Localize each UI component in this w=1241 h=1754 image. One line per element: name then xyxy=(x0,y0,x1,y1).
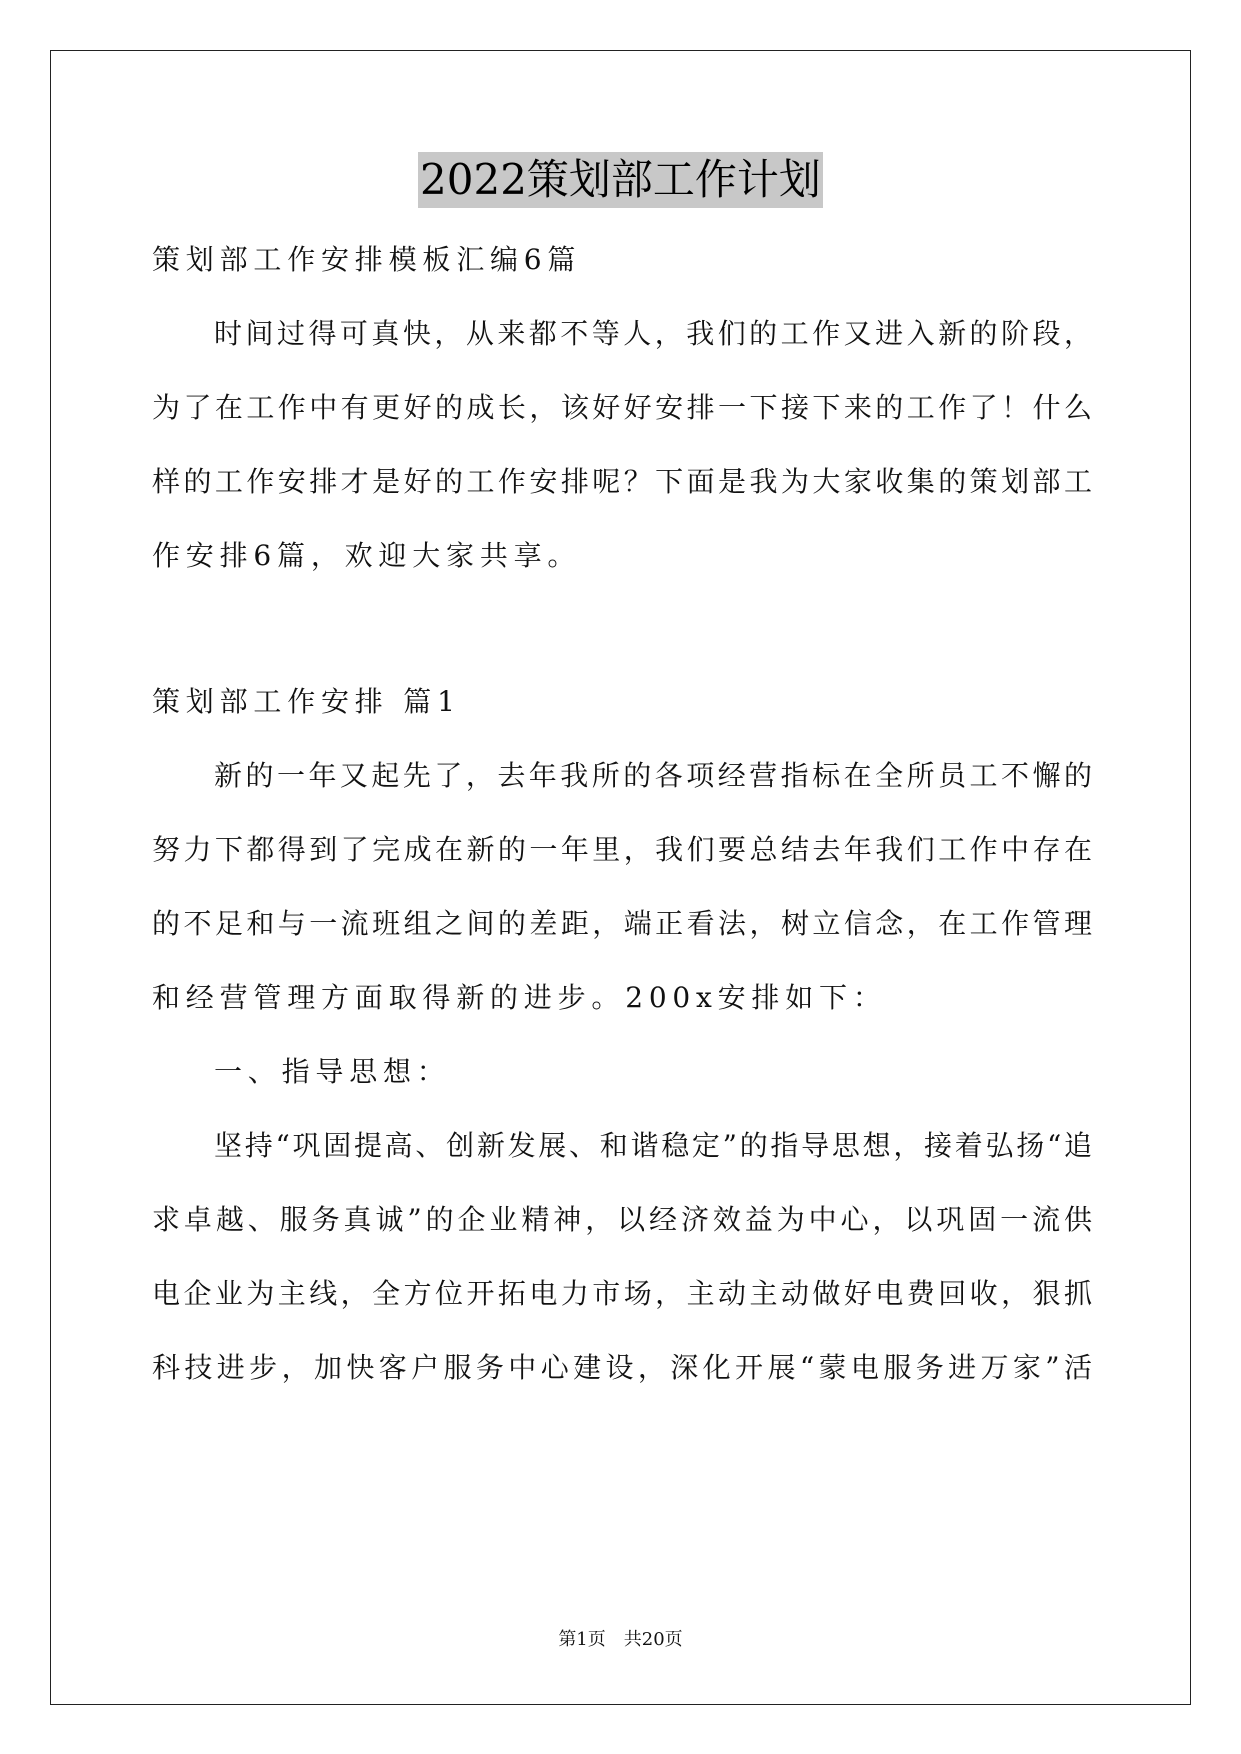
subheading: 一、指导思想： xyxy=(214,1055,451,1088)
section-line: 新的一年又起先了，去年我所的各项经营指标在全所员工不懈的 xyxy=(214,759,1092,792)
section-heading: 策划部工作安排 篇1 xyxy=(152,685,461,718)
guide-line: 求卓越、服务真诚”的企业精神，以经济效益为中心，以巩固一流供 xyxy=(152,1203,1092,1236)
page-border xyxy=(50,50,1191,1705)
page-number-label: 第1页 共20页 xyxy=(558,1629,683,1650)
guide-line: 坚持“巩固提高、创新发展、和谐稳定”的指导思想，接着弘扬“追 xyxy=(214,1129,1092,1162)
document-subtitle: 策划部工作安排模板汇编6篇 xyxy=(152,243,582,276)
guide-line: 电企业为主线，全方位开拓电力市场，主动主动做好电费回收，狠抓 xyxy=(152,1277,1092,1310)
intro-line: 为了在工作中有更好的成长，该好好安排一下接下来的工作了！什么 xyxy=(152,391,1092,424)
page-footer xyxy=(0,1628,1241,1652)
intro-line: 作安排6篇，欢迎大家共享。 xyxy=(152,539,582,572)
section-line: 努力下都得到了完成在新的一年里，我们要总结去年我们工作中存在 xyxy=(152,833,1092,866)
title-container xyxy=(0,152,1241,208)
document-title: 2022策划部工作计划 xyxy=(418,152,823,208)
guide-line: 科技进步，加快客户服务中心建设，深化开展“蒙电服务进万家”活 xyxy=(152,1351,1092,1384)
intro-line: 样的工作安排才是好的工作安排呢？下面是我为大家收集的策划部工 xyxy=(152,465,1092,498)
intro-line: 时间过得可真快，从来都不等人，我们的工作又进入新的阶段， xyxy=(214,317,1092,350)
section-line: 和经营管理方面取得新的进步。200x安排如下： xyxy=(152,981,887,1014)
section-line: 的不足和与一流班组之间的差距，端正看法，树立信念，在工作管理 xyxy=(152,907,1092,940)
